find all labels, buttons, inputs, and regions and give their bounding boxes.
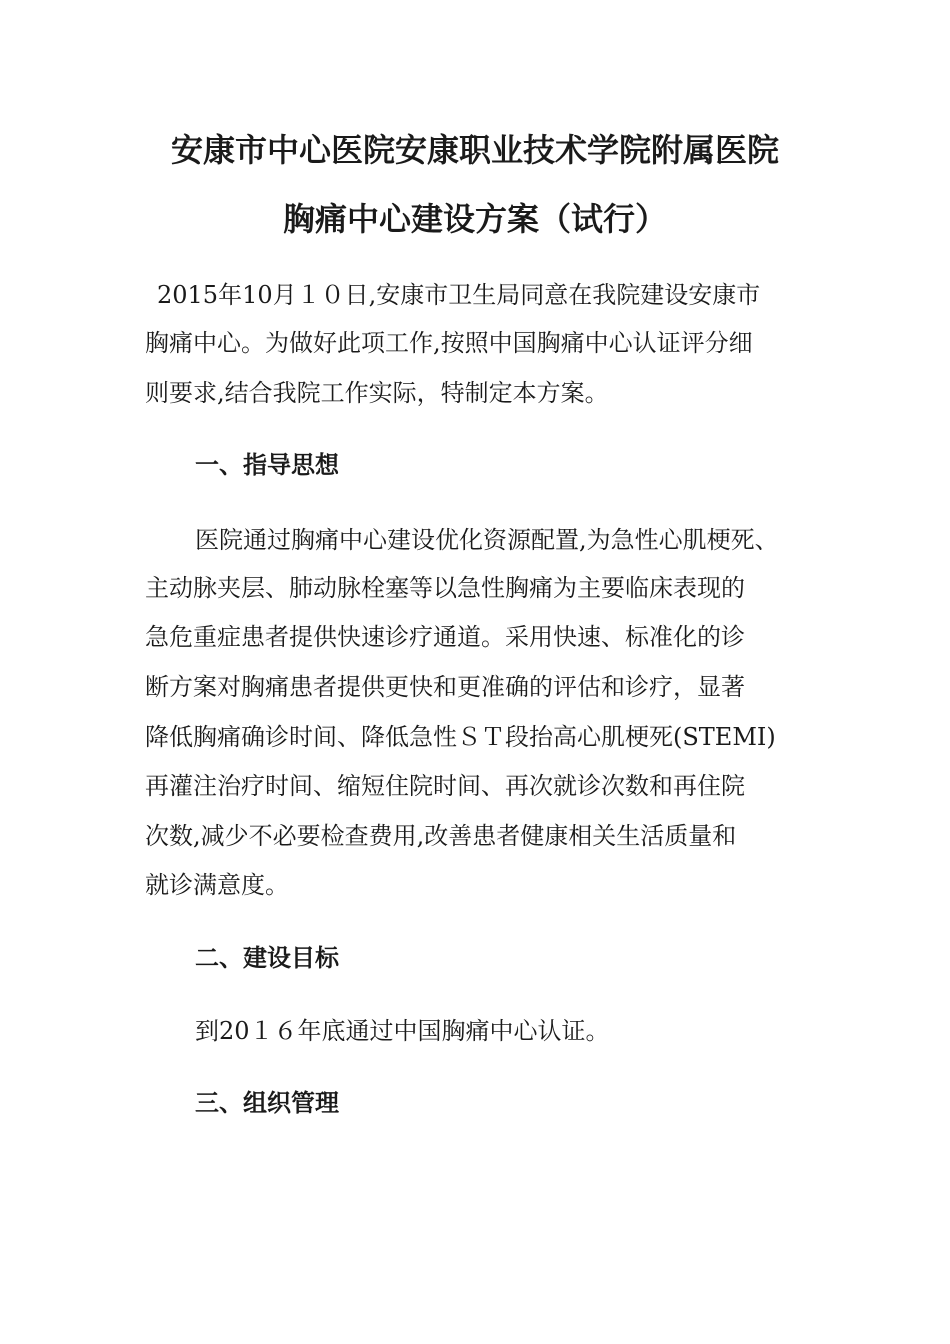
section-1-line-2: 主动脉夹层、肺动脉栓塞等以急性胸痛为主要临床表现的 — [145, 574, 745, 602]
document-title-line-2: 胸痛中心建设方案（试行） — [282, 200, 667, 238]
intro-line-2: 胸痛中心。为做好此项工作,按照中国胸痛中心认证评分细 — [145, 329, 753, 357]
section-1-line-4: 断方案对胸痛患者提供更快和更准确的评估和诊疗，显著 — [145, 673, 745, 701]
section-2-line-1: 到20１６年底通过中国胸痛中心认证。 — [195, 1017, 610, 1045]
section-1-line-5: 降低胸痛确诊时间、降低急性ＳＴ段抬高心肌梗死(STEMI) — [145, 723, 776, 751]
section-1-line-1: 医院通过胸痛中心建设优化资源配置,为急性心肌梗死、 — [195, 526, 779, 554]
section-1-line-8: 就诊满意度。 — [145, 871, 289, 899]
section-3-heading: 三、组织管理 — [195, 1089, 339, 1117]
intro-line-3: 则要求,结合我院工作实际，特制定本方案。 — [145, 379, 609, 407]
intro-line-1: 2015年10月１０日,安康市卫生局同意在我院建设安康市 — [157, 281, 761, 309]
section-1-line-7: 次数,减少不必要检查费用,改善患者健康相关生活质量和 — [145, 822, 737, 850]
document-title-line-1: 安康市中心医院安康职业技术学院附属医院 — [170, 131, 779, 169]
section-1-line-3: 急危重症患者提供快速诊疗通道。采用快速、标准化的诊 — [145, 623, 745, 651]
section-2-heading: 二、建设目标 — [195, 944, 339, 972]
section-1-line-6: 再灌注治疗时间、缩短住院时间、再次就诊次数和再住院 — [145, 772, 745, 800]
section-1-heading: 一、指导思想 — [195, 451, 339, 479]
